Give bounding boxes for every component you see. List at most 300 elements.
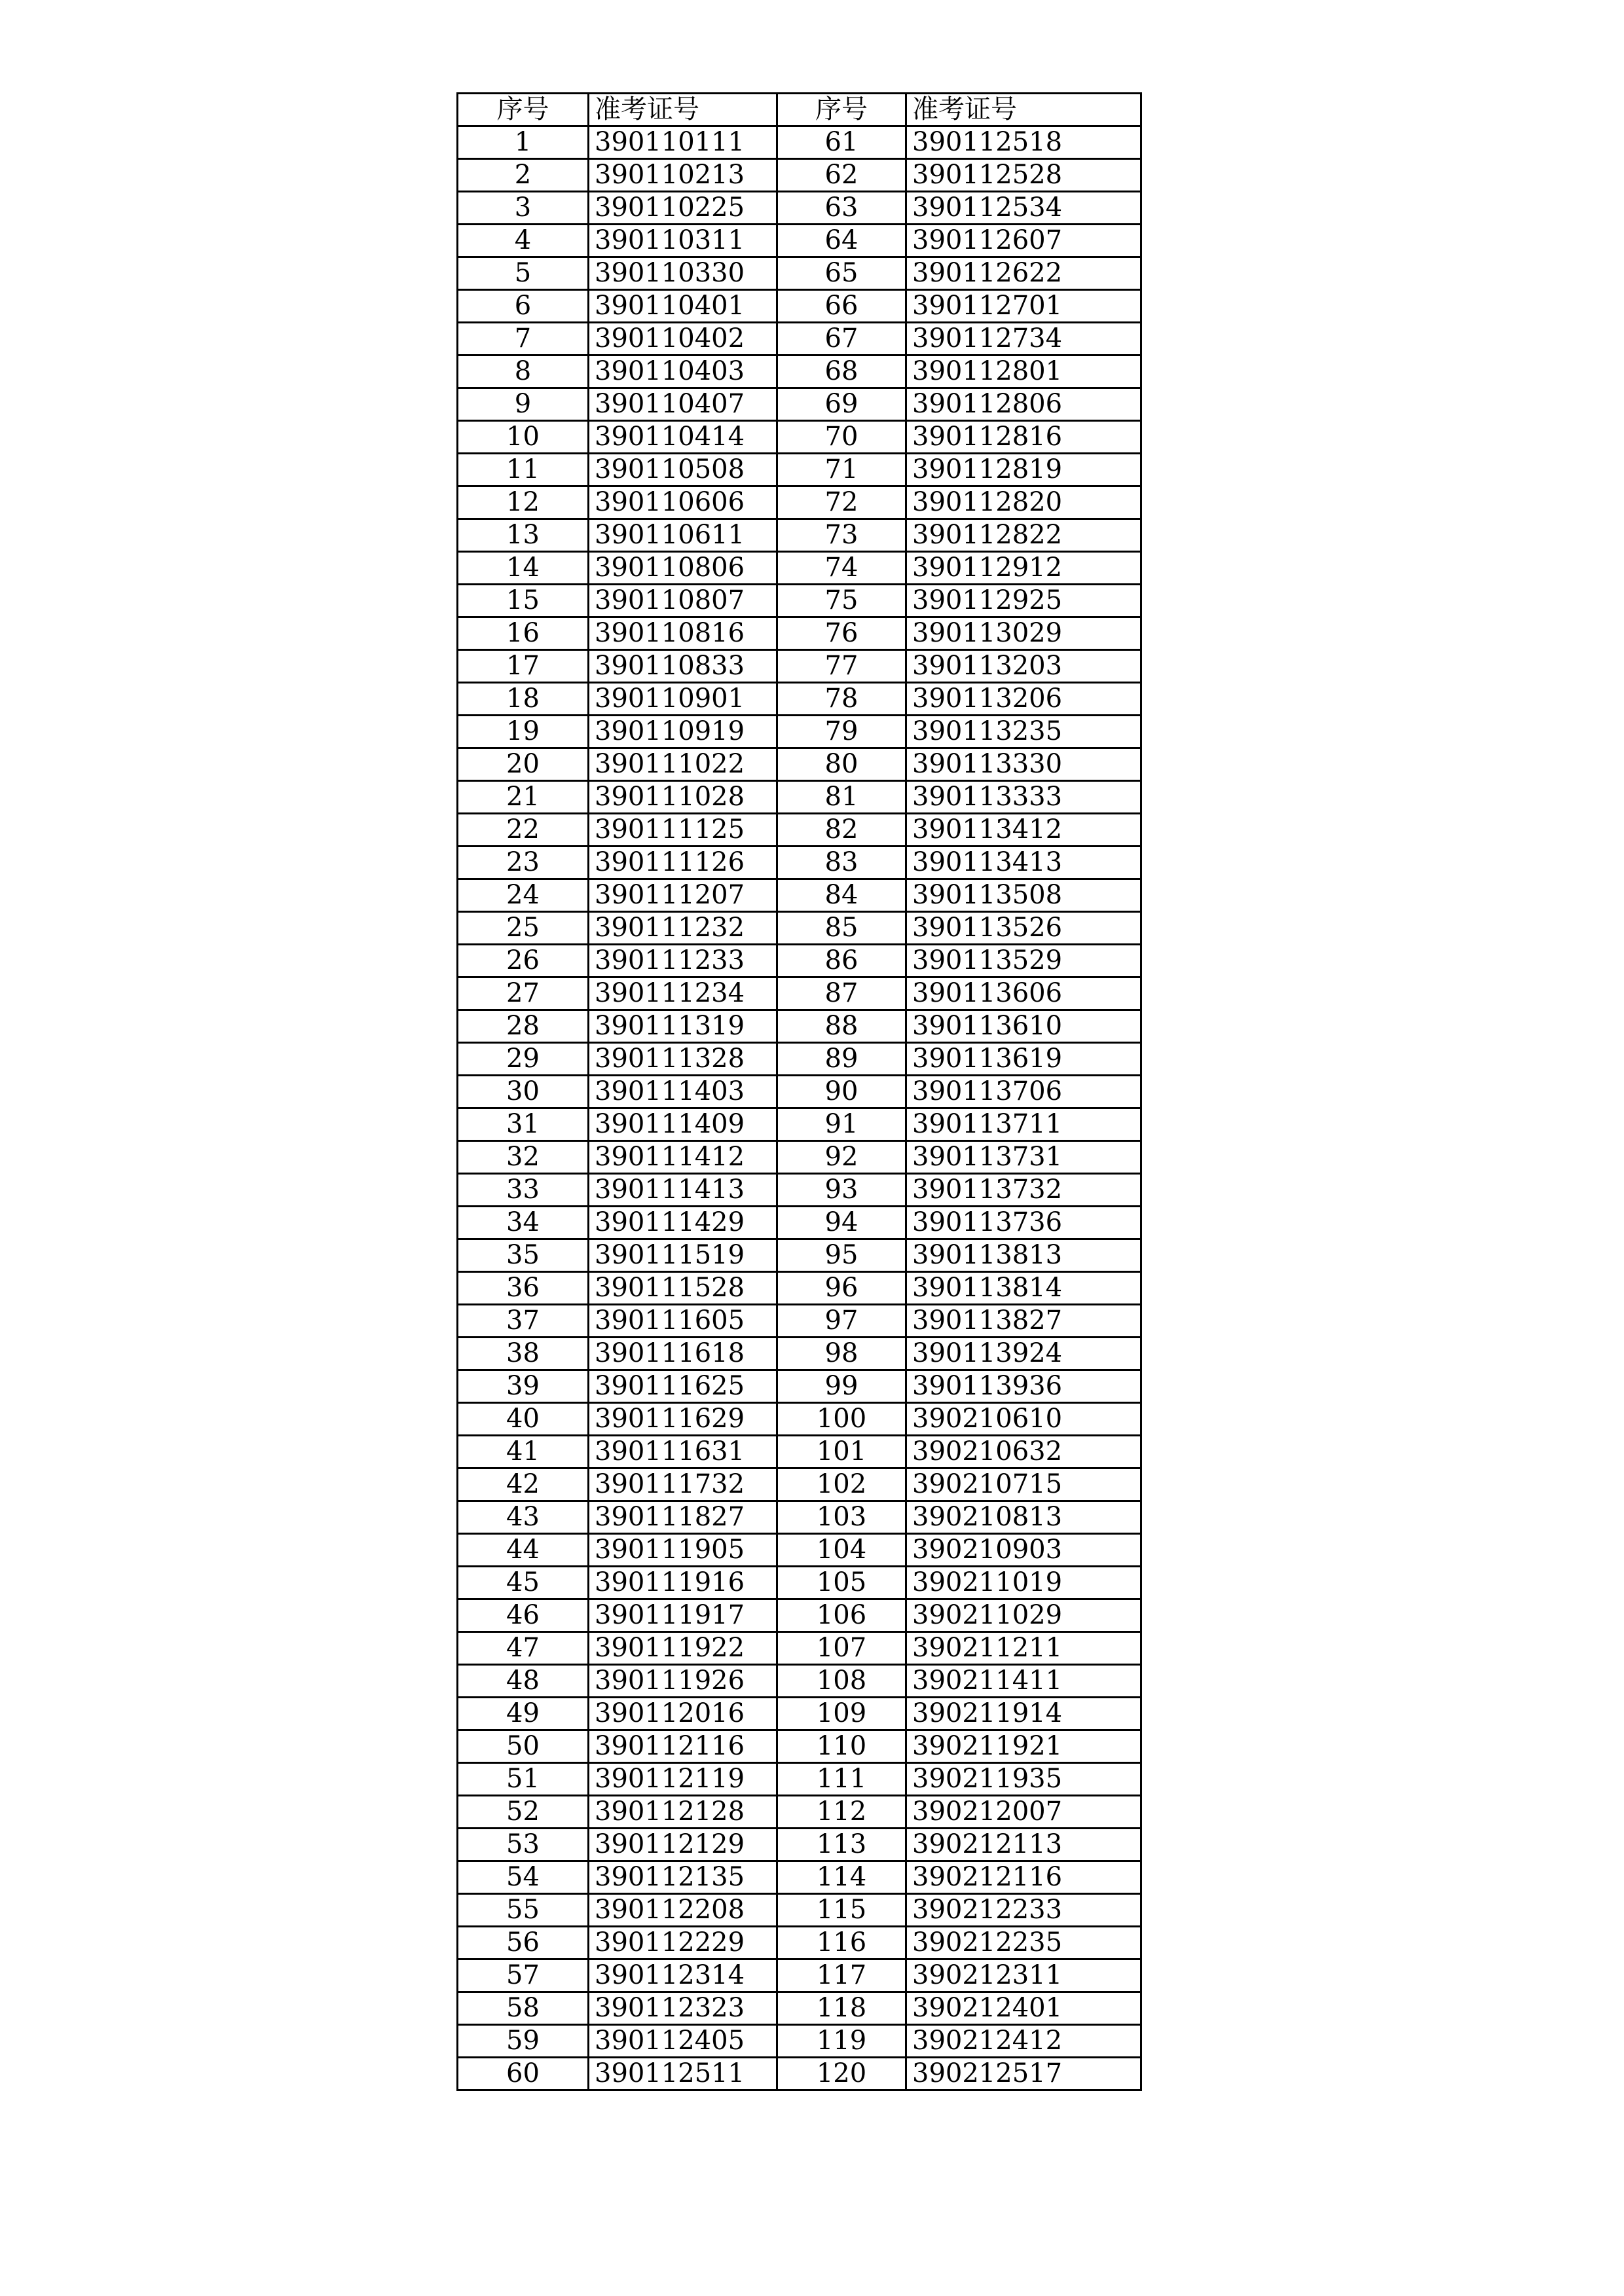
ticket-left-cell: 390111916 xyxy=(589,1567,777,1599)
serial-right-cell: 76 xyxy=(777,617,906,650)
serial-right-cell: 95 xyxy=(777,1239,906,1272)
ticket-right-cell: 390113203 xyxy=(906,650,1141,683)
serial-right-cell: 82 xyxy=(777,814,906,847)
serial-right-cell: 97 xyxy=(777,1305,906,1338)
ticket-left-cell: 390112129 xyxy=(589,1829,777,1861)
ticket-left-cell: 390112208 xyxy=(589,1894,777,1927)
ticket-left-cell: 390111319 xyxy=(589,1010,777,1043)
ticket-right-cell: 390113029 xyxy=(906,617,1141,650)
ticket-left-cell: 390110833 xyxy=(589,650,777,683)
ticket-right-cell: 390212233 xyxy=(906,1894,1141,1927)
ticket-right-cell: 390112819 xyxy=(906,454,1141,486)
table-row xyxy=(458,519,1141,552)
serial-left-cell: 31 xyxy=(458,1108,589,1141)
serial-right-cell: 112 xyxy=(777,1796,906,1829)
serial-left-cell: 13 xyxy=(458,519,589,552)
serial-left-cell: 53 xyxy=(458,1829,589,1861)
serial-left-cell: 34 xyxy=(458,1207,589,1239)
ticket-right-cell: 390112607 xyxy=(906,225,1141,257)
serial-left-cell: 49 xyxy=(458,1698,589,1730)
table-row xyxy=(458,421,1141,454)
ticket-right-cell: 390113333 xyxy=(906,781,1141,814)
serial-right-cell: 75 xyxy=(777,585,906,617)
serial-left-cell: 4 xyxy=(458,225,589,257)
serial-left-cell: 16 xyxy=(458,617,589,650)
table-row xyxy=(458,716,1141,748)
ticket-left-cell: 390110330 xyxy=(589,257,777,290)
ticket-right-cell: 390112925 xyxy=(906,585,1141,617)
serial-right-cell: 104 xyxy=(777,1534,906,1567)
serial-right-cell: 103 xyxy=(777,1501,906,1534)
ticket-left-cell: 390111629 xyxy=(589,1403,777,1436)
table-row xyxy=(458,1076,1141,1108)
ticket-right-cell: 390113529 xyxy=(906,945,1141,977)
ticket-right-cell: 390211411 xyxy=(906,1665,1141,1698)
ticket-left-cell: 390112323 xyxy=(589,1992,777,2025)
ticket-left-cell: 390111917 xyxy=(589,1599,777,1632)
serial-right-cell: 101 xyxy=(777,1436,906,1468)
table-row xyxy=(458,585,1141,617)
ticket-left-cell: 390112016 xyxy=(589,1698,777,1730)
ticket-right-cell: 390113827 xyxy=(906,1305,1141,1338)
table-row xyxy=(458,388,1141,421)
serial-left-cell: 38 xyxy=(458,1338,589,1370)
table-row xyxy=(458,781,1141,814)
ticket-right-cell: 390211921 xyxy=(906,1730,1141,1763)
serial-right-cell: 64 xyxy=(777,225,906,257)
ticket-left-cell: 390110401 xyxy=(589,290,777,323)
header-ticket-left: 准考证号 xyxy=(589,94,777,126)
ticket-left-cell: 390111412 xyxy=(589,1141,777,1174)
serial-left-cell: 20 xyxy=(458,748,589,781)
serial-right-cell: 119 xyxy=(777,2025,906,2058)
serial-right-cell: 107 xyxy=(777,1632,906,1665)
serial-right-cell: 106 xyxy=(777,1599,906,1632)
ticket-right-cell: 390112518 xyxy=(906,126,1141,159)
table-row xyxy=(458,1861,1141,1894)
table-row xyxy=(458,1992,1141,2025)
table-row xyxy=(458,1043,1141,1076)
ticket-right-cell: 390112534 xyxy=(906,192,1141,225)
table-row xyxy=(458,1468,1141,1501)
serial-right-cell: 62 xyxy=(777,159,906,192)
serial-left-cell: 55 xyxy=(458,1894,589,1927)
table-row xyxy=(458,1501,1141,1534)
table-row xyxy=(458,1305,1141,1338)
ticket-right-cell: 390112734 xyxy=(906,323,1141,355)
ticket-right-cell: 390113206 xyxy=(906,683,1141,716)
ticket-right-cell: 390211019 xyxy=(906,1567,1141,1599)
serial-left-cell: 51 xyxy=(458,1763,589,1796)
table-row xyxy=(458,683,1141,716)
serial-right-cell: 109 xyxy=(777,1698,906,1730)
serial-right-cell: 94 xyxy=(777,1207,906,1239)
ticket-right-cell: 390113732 xyxy=(906,1174,1141,1207)
table-row xyxy=(458,1174,1141,1207)
serial-left-cell: 11 xyxy=(458,454,589,486)
table-row xyxy=(458,1599,1141,1632)
ticket-right-cell: 390113711 xyxy=(906,1108,1141,1141)
serial-right-cell: 110 xyxy=(777,1730,906,1763)
serial-left-cell: 5 xyxy=(458,257,589,290)
serial-left-cell: 1 xyxy=(458,126,589,159)
ticket-right-cell: 390212517 xyxy=(906,2058,1141,2090)
serial-left-cell: 32 xyxy=(458,1141,589,1174)
serial-right-cell: 105 xyxy=(777,1567,906,1599)
ticket-left-cell: 390111125 xyxy=(589,814,777,847)
ticket-right-cell: 390113330 xyxy=(906,748,1141,781)
table-row xyxy=(458,1272,1141,1305)
ticket-left-cell: 390111028 xyxy=(589,781,777,814)
header-serial-left: 序号 xyxy=(458,94,589,126)
ticket-right-cell: 390112806 xyxy=(906,388,1141,421)
ticket-left-cell: 390112511 xyxy=(589,2058,777,2090)
serial-right-cell: 91 xyxy=(777,1108,906,1141)
serial-left-cell: 40 xyxy=(458,1403,589,1436)
table-row xyxy=(458,486,1141,519)
ticket-right-cell: 390112820 xyxy=(906,486,1141,519)
ticket-left-cell: 390112229 xyxy=(589,1927,777,1959)
table-row xyxy=(458,1730,1141,1763)
serial-left-cell: 36 xyxy=(458,1272,589,1305)
serial-left-cell: 46 xyxy=(458,1599,589,1632)
serial-right-cell: 89 xyxy=(777,1043,906,1076)
ticket-left-cell: 390111328 xyxy=(589,1043,777,1076)
serial-left-cell: 60 xyxy=(458,2058,589,2090)
ticket-left-cell: 390111429 xyxy=(589,1207,777,1239)
ticket-left-cell: 390111232 xyxy=(589,912,777,945)
serial-left-cell: 35 xyxy=(458,1239,589,1272)
serial-right-cell: 98 xyxy=(777,1338,906,1370)
serial-right-cell: 117 xyxy=(777,1959,906,1992)
serial-left-cell: 45 xyxy=(458,1567,589,1599)
ticket-right-cell: 390210903 xyxy=(906,1534,1141,1567)
table-row xyxy=(458,1010,1141,1043)
table-row xyxy=(458,2058,1141,2090)
serial-left-cell: 42 xyxy=(458,1468,589,1501)
serial-left-cell: 9 xyxy=(458,388,589,421)
table-row xyxy=(458,1567,1141,1599)
ticket-left-cell: 390110311 xyxy=(589,225,777,257)
table-row xyxy=(458,1763,1141,1796)
ticket-left-cell: 390110407 xyxy=(589,388,777,421)
ticket-right-cell: 390212113 xyxy=(906,1829,1141,1861)
serial-right-cell: 63 xyxy=(777,192,906,225)
ticket-left-cell: 390112405 xyxy=(589,2025,777,2058)
ticket-left-cell: 390110403 xyxy=(589,355,777,388)
serial-right-cell: 65 xyxy=(777,257,906,290)
table-row xyxy=(458,1370,1141,1403)
ticket-right-cell: 390113413 xyxy=(906,847,1141,879)
table-row xyxy=(458,323,1141,355)
ticket-left-cell: 390110901 xyxy=(589,683,777,716)
serial-right-cell: 73 xyxy=(777,519,906,552)
serial-left-cell: 22 xyxy=(458,814,589,847)
ticket-left-cell: 390110213 xyxy=(589,159,777,192)
admission-ticket-table xyxy=(456,92,1142,2091)
table-row xyxy=(458,1698,1141,1730)
serial-right-cell: 70 xyxy=(777,421,906,454)
ticket-right-cell: 390212235 xyxy=(906,1927,1141,1959)
table-row xyxy=(458,617,1141,650)
serial-right-cell: 111 xyxy=(777,1763,906,1796)
serial-right-cell: 100 xyxy=(777,1403,906,1436)
ticket-left-cell: 390110508 xyxy=(589,454,777,486)
table-row xyxy=(458,1141,1141,1174)
serial-left-cell: 3 xyxy=(458,192,589,225)
serial-left-cell: 19 xyxy=(458,716,589,748)
serial-left-cell: 41 xyxy=(458,1436,589,1468)
ticket-left-cell: 390111625 xyxy=(589,1370,777,1403)
table-row xyxy=(458,1927,1141,1959)
serial-right-cell: 90 xyxy=(777,1076,906,1108)
serial-left-cell: 56 xyxy=(458,1927,589,1959)
serial-right-cell: 116 xyxy=(777,1927,906,1959)
ticket-left-cell: 390110402 xyxy=(589,323,777,355)
ticket-left-cell: 390111207 xyxy=(589,879,777,912)
ticket-right-cell: 390212311 xyxy=(906,1959,1141,1992)
ticket-right-cell: 390212116 xyxy=(906,1861,1141,1894)
serial-left-cell: 7 xyxy=(458,323,589,355)
ticket-right-cell: 390210610 xyxy=(906,1403,1141,1436)
table-body xyxy=(458,126,1141,2090)
serial-left-cell: 10 xyxy=(458,421,589,454)
table-row xyxy=(458,977,1141,1010)
serial-right-cell: 68 xyxy=(777,355,906,388)
ticket-left-cell: 390111922 xyxy=(589,1632,777,1665)
serial-left-cell: 43 xyxy=(458,1501,589,1534)
ticket-left-cell: 390110606 xyxy=(589,486,777,519)
ticket-left-cell: 390111126 xyxy=(589,847,777,879)
ticket-left-cell: 390111409 xyxy=(589,1108,777,1141)
serial-right-cell: 92 xyxy=(777,1141,906,1174)
serial-right-cell: 74 xyxy=(777,552,906,585)
ticket-left-cell: 390111631 xyxy=(589,1436,777,1468)
ticket-right-cell: 390112801 xyxy=(906,355,1141,388)
serial-right-cell: 80 xyxy=(777,748,906,781)
ticket-left-cell: 390110111 xyxy=(589,126,777,159)
serial-left-cell: 30 xyxy=(458,1076,589,1108)
serial-right-cell: 93 xyxy=(777,1174,906,1207)
serial-right-cell: 66 xyxy=(777,290,906,323)
serial-left-cell: 50 xyxy=(458,1730,589,1763)
table-row xyxy=(458,1207,1141,1239)
table-row xyxy=(458,290,1141,323)
ticket-left-cell: 390110414 xyxy=(589,421,777,454)
ticket-right-cell: 390211935 xyxy=(906,1763,1141,1796)
ticket-left-cell: 390110919 xyxy=(589,716,777,748)
serial-left-cell: 37 xyxy=(458,1305,589,1338)
table-row xyxy=(458,1829,1141,1861)
table-row xyxy=(458,225,1141,257)
serial-left-cell: 8 xyxy=(458,355,589,388)
serial-right-cell: 72 xyxy=(777,486,906,519)
serial-right-cell: 113 xyxy=(777,1829,906,1861)
serial-right-cell: 115 xyxy=(777,1894,906,1927)
ticket-right-cell: 390211029 xyxy=(906,1599,1141,1632)
ticket-right-cell: 390112912 xyxy=(906,552,1141,585)
serial-right-cell: 86 xyxy=(777,945,906,977)
serial-left-cell: 33 xyxy=(458,1174,589,1207)
table-row xyxy=(458,1338,1141,1370)
table-row xyxy=(458,1239,1141,1272)
table-row xyxy=(458,1665,1141,1698)
serial-left-cell: 2 xyxy=(458,159,589,192)
serial-right-cell: 99 xyxy=(777,1370,906,1403)
serial-left-cell: 44 xyxy=(458,1534,589,1567)
serial-right-cell: 71 xyxy=(777,454,906,486)
serial-left-cell: 14 xyxy=(458,552,589,585)
ticket-left-cell: 390111413 xyxy=(589,1174,777,1207)
serial-left-cell: 6 xyxy=(458,290,589,323)
serial-right-cell: 81 xyxy=(777,781,906,814)
table-row xyxy=(458,552,1141,585)
ticket-right-cell: 390212007 xyxy=(906,1796,1141,1829)
serial-left-cell: 12 xyxy=(458,486,589,519)
ticket-right-cell: 390210632 xyxy=(906,1436,1141,1468)
ticket-right-cell: 390212401 xyxy=(906,1992,1141,2025)
ticket-right-cell: 390112816 xyxy=(906,421,1141,454)
table-row xyxy=(458,454,1141,486)
serial-right-cell: 77 xyxy=(777,650,906,683)
serial-left-cell: 24 xyxy=(458,879,589,912)
table-row xyxy=(458,650,1141,683)
ticket-left-cell: 390112128 xyxy=(589,1796,777,1829)
ticket-right-cell: 390113731 xyxy=(906,1141,1141,1174)
serial-right-cell: 61 xyxy=(777,126,906,159)
ticket-right-cell: 390113706 xyxy=(906,1076,1141,1108)
serial-right-cell: 114 xyxy=(777,1861,906,1894)
table-row xyxy=(458,1108,1141,1141)
header-row xyxy=(458,94,1141,126)
ticket-right-cell: 390210715 xyxy=(906,1468,1141,1501)
ticket-right-cell: 390112622 xyxy=(906,257,1141,290)
ticket-right-cell: 390113814 xyxy=(906,1272,1141,1305)
ticket-left-cell: 390110806 xyxy=(589,552,777,585)
serial-right-cell: 67 xyxy=(777,323,906,355)
table-row xyxy=(458,879,1141,912)
serial-left-cell: 52 xyxy=(458,1796,589,1829)
serial-left-cell: 28 xyxy=(458,1010,589,1043)
ticket-left-cell: 390112135 xyxy=(589,1861,777,1894)
ticket-right-cell: 390211914 xyxy=(906,1698,1141,1730)
ticket-right-cell: 390113924 xyxy=(906,1338,1141,1370)
ticket-left-cell: 390111905 xyxy=(589,1534,777,1567)
serial-right-cell: 118 xyxy=(777,1992,906,2025)
ticket-right-cell: 390212412 xyxy=(906,2025,1141,2058)
table-row xyxy=(458,1796,1141,1829)
serial-left-cell: 25 xyxy=(458,912,589,945)
ticket-left-cell: 390112314 xyxy=(589,1959,777,1992)
table-row xyxy=(458,159,1141,192)
ticket-left-cell: 390111605 xyxy=(589,1305,777,1338)
serial-left-cell: 59 xyxy=(458,2025,589,2058)
serial-right-cell: 84 xyxy=(777,879,906,912)
serial-left-cell: 27 xyxy=(458,977,589,1010)
table-row xyxy=(458,1894,1141,1927)
ticket-right-cell: 390113610 xyxy=(906,1010,1141,1043)
serial-left-cell: 48 xyxy=(458,1665,589,1698)
serial-right-cell: 69 xyxy=(777,388,906,421)
serial-right-cell: 85 xyxy=(777,912,906,945)
ticket-left-cell: 390111403 xyxy=(589,1076,777,1108)
ticket-right-cell: 390113606 xyxy=(906,977,1141,1010)
serial-right-cell: 120 xyxy=(777,2058,906,2090)
serial-right-cell: 96 xyxy=(777,1272,906,1305)
ticket-right-cell: 390112701 xyxy=(906,290,1141,323)
serial-left-cell: 58 xyxy=(458,1992,589,2025)
serial-right-cell: 108 xyxy=(777,1665,906,1698)
ticket-right-cell: 390113736 xyxy=(906,1207,1141,1239)
ticket-right-cell: 390113619 xyxy=(906,1043,1141,1076)
ticket-right-cell: 390113813 xyxy=(906,1239,1141,1272)
ticket-left-cell: 390112116 xyxy=(589,1730,777,1763)
ticket-left-cell: 390112119 xyxy=(589,1763,777,1796)
ticket-left-cell: 390111926 xyxy=(589,1665,777,1698)
table-row xyxy=(458,847,1141,879)
ticket-left-cell: 390111233 xyxy=(589,945,777,977)
table-row xyxy=(458,192,1141,225)
table-row xyxy=(458,912,1141,945)
ticket-right-cell: 390113508 xyxy=(906,879,1141,912)
serial-left-cell: 17 xyxy=(458,650,589,683)
serial-left-cell: 39 xyxy=(458,1370,589,1403)
table-row xyxy=(458,355,1141,388)
table-row xyxy=(458,257,1141,290)
serial-right-cell: 79 xyxy=(777,716,906,748)
table-row xyxy=(458,1959,1141,1992)
serial-left-cell: 26 xyxy=(458,945,589,977)
serial-left-cell: 21 xyxy=(458,781,589,814)
header-serial-right: 序号 xyxy=(777,94,906,126)
table-row xyxy=(458,1534,1141,1567)
ticket-right-cell: 390112528 xyxy=(906,159,1141,192)
serial-left-cell: 47 xyxy=(458,1632,589,1665)
serial-left-cell: 23 xyxy=(458,847,589,879)
ticket-right-cell: 390211211 xyxy=(906,1632,1141,1665)
ticket-left-cell: 390110611 xyxy=(589,519,777,552)
table-row xyxy=(458,1403,1141,1436)
serial-left-cell: 54 xyxy=(458,1861,589,1894)
table-row xyxy=(458,814,1141,847)
ticket-left-cell: 390110225 xyxy=(589,192,777,225)
table-row xyxy=(458,945,1141,977)
ticket-left-cell: 390111022 xyxy=(589,748,777,781)
ticket-left-cell: 390111827 xyxy=(589,1501,777,1534)
serial-left-cell: 15 xyxy=(458,585,589,617)
ticket-right-cell: 390112822 xyxy=(906,519,1141,552)
ticket-left-cell: 390111618 xyxy=(589,1338,777,1370)
serial-left-cell: 57 xyxy=(458,1959,589,1992)
header-ticket-right: 准考证号 xyxy=(906,94,1141,126)
ticket-left-cell: 390111528 xyxy=(589,1272,777,1305)
ticket-left-cell: 390111519 xyxy=(589,1239,777,1272)
table-row xyxy=(458,1436,1141,1468)
serial-right-cell: 78 xyxy=(777,683,906,716)
table-row xyxy=(458,748,1141,781)
ticket-right-cell: 390113412 xyxy=(906,814,1141,847)
ticket-right-cell: 390210813 xyxy=(906,1501,1141,1534)
table-row xyxy=(458,126,1141,159)
serial-left-cell: 18 xyxy=(458,683,589,716)
ticket-left-cell: 390111732 xyxy=(589,1468,777,1501)
serial-left-cell: 29 xyxy=(458,1043,589,1076)
serial-right-cell: 83 xyxy=(777,847,906,879)
ticket-left-cell: 390110807 xyxy=(589,585,777,617)
ticket-left-cell: 390110816 xyxy=(589,617,777,650)
serial-right-cell: 87 xyxy=(777,977,906,1010)
ticket-right-cell: 390113235 xyxy=(906,716,1141,748)
